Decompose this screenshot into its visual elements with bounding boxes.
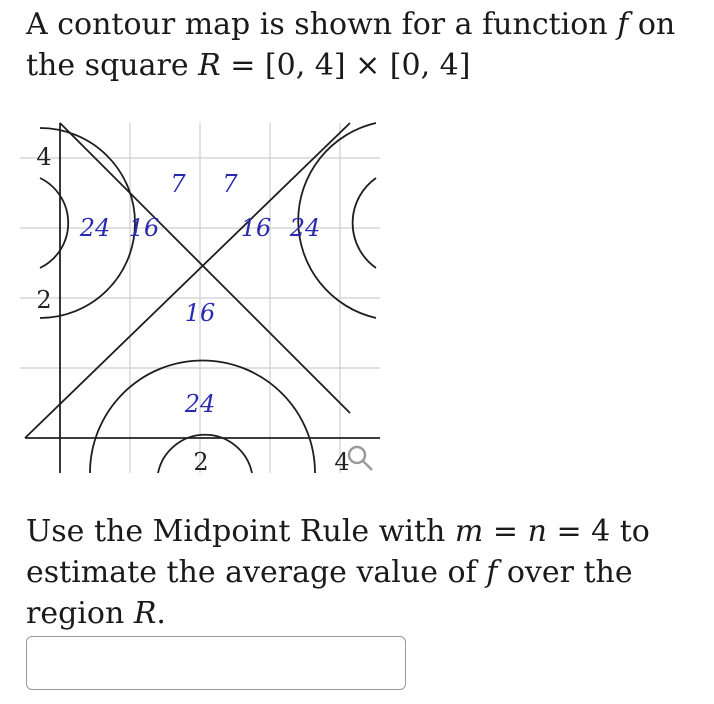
contour-label-7-right: 7 bbox=[222, 170, 238, 198]
contour-right-inner bbox=[353, 178, 376, 268]
contour-label-7-left: 7 bbox=[170, 170, 186, 198]
y-tick-label-4: 4 bbox=[36, 143, 52, 171]
contour-label-24-right: 24 bbox=[289, 214, 321, 242]
contour-label-16-right: 16 bbox=[240, 214, 272, 242]
question-instruction: Use the Midpoint Rule with m = n = 4 to estimate the average value of f over the region R. bbox=[26, 514, 650, 631]
y-tick-label-2: 2 bbox=[36, 286, 52, 314]
magnifier-icon[interactable] bbox=[349, 447, 372, 470]
contour-label-24-bottom: 24 bbox=[184, 390, 216, 418]
contour-label-24-left: 24 bbox=[79, 214, 111, 242]
contour-diagonal-1 bbox=[60, 123, 350, 413]
contour-map bbox=[20, 118, 390, 483]
x-tick-label-4: 4 bbox=[334, 448, 350, 476]
answer-input[interactable] bbox=[26, 636, 406, 690]
contour-left-inner bbox=[40, 178, 68, 268]
grid bbox=[20, 123, 380, 473]
x-tick-label-2: 2 bbox=[193, 448, 209, 476]
contour-label-16-left: 16 bbox=[128, 214, 160, 242]
question-intro: A contour map is shown for a function f on the square R = [0, 4] × [0, 4] bbox=[26, 7, 676, 83]
contour-label-16-bottom: 16 bbox=[184, 299, 216, 327]
